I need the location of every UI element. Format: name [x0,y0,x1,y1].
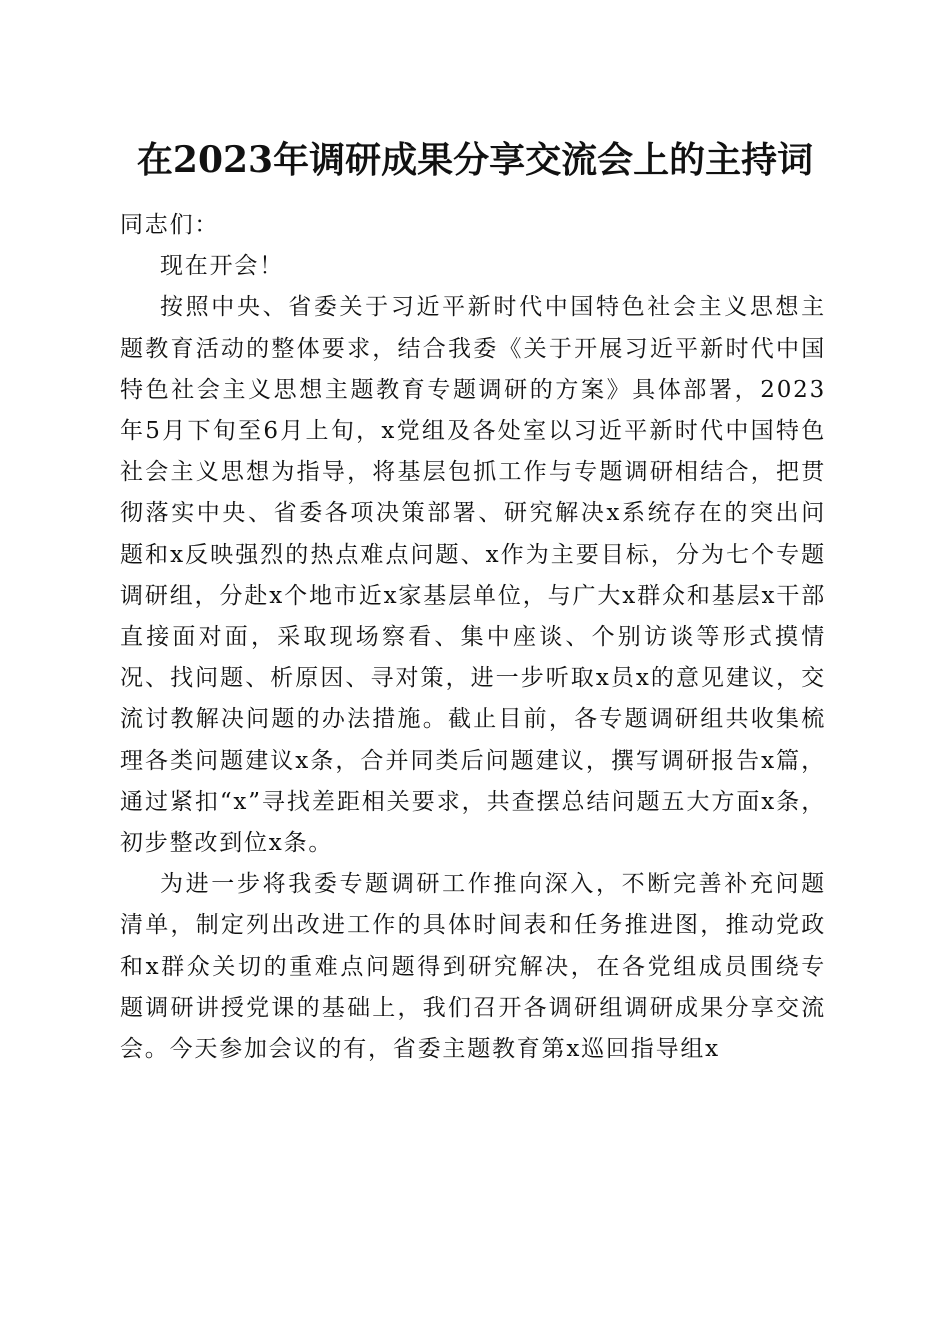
paragraph-background: 按照中央、省委关于习近平新时代中国特色社会主义思想主题教育活动的整体要求，结合我委《关于开展习近平新时代中国特色社会主义思想主题教育专题调研的方案》具体部署，2023年5月下旬至6月上旬，x党组及各处室以习近平新时代中国特色社会主义思想为指导，将基层包抓工作与专题调研相结合，把贯彻落实中央、省委各项决策部署、研究解决x系统存在的突出问题和x反映强烈的热点难点问题、x作为主要目标，分为七个专题调研组，分赴x个地市近x家基层单位，与广大x群众和基层x干部直接面对面，采取现场察看、集中座谈、个别访谈等形式摸情况、找问题、析原因、寻对策，进一步听取x员x的意见建议，交流讨教解决问题的办法措施。截止目前，各专题调研组共收集梳理各类问题建议x条，合并同类后问题建议，撰写调研报告x篇，通过紧扣“x”寻找差距相关要求，共查摆总结问题五大方面x条，初步整改到位x条。 [120,294,826,857]
document-title: 在2023年调研成果分享交流会上的主持词 [136,139,814,181]
paragraph-purpose: 为进一步将我委专题调研工作推向深入，不断完善补充问题清单，制定列出改进工作的具体时间表和任务推进图，推动党政和x群众关切的重难点问题得到研究解决，在各党组成员围绕专题调研讲授党课的基础上，我们召开各调研组调研成果分享交流会。今天参加会议的有，省委主题教育第x巡回指导组x [120,871,826,1063]
paragraph-opening: 现在开会！ [160,253,284,280]
salutation: 同志们： [120,212,220,238]
document-body [120,205,826,1070]
